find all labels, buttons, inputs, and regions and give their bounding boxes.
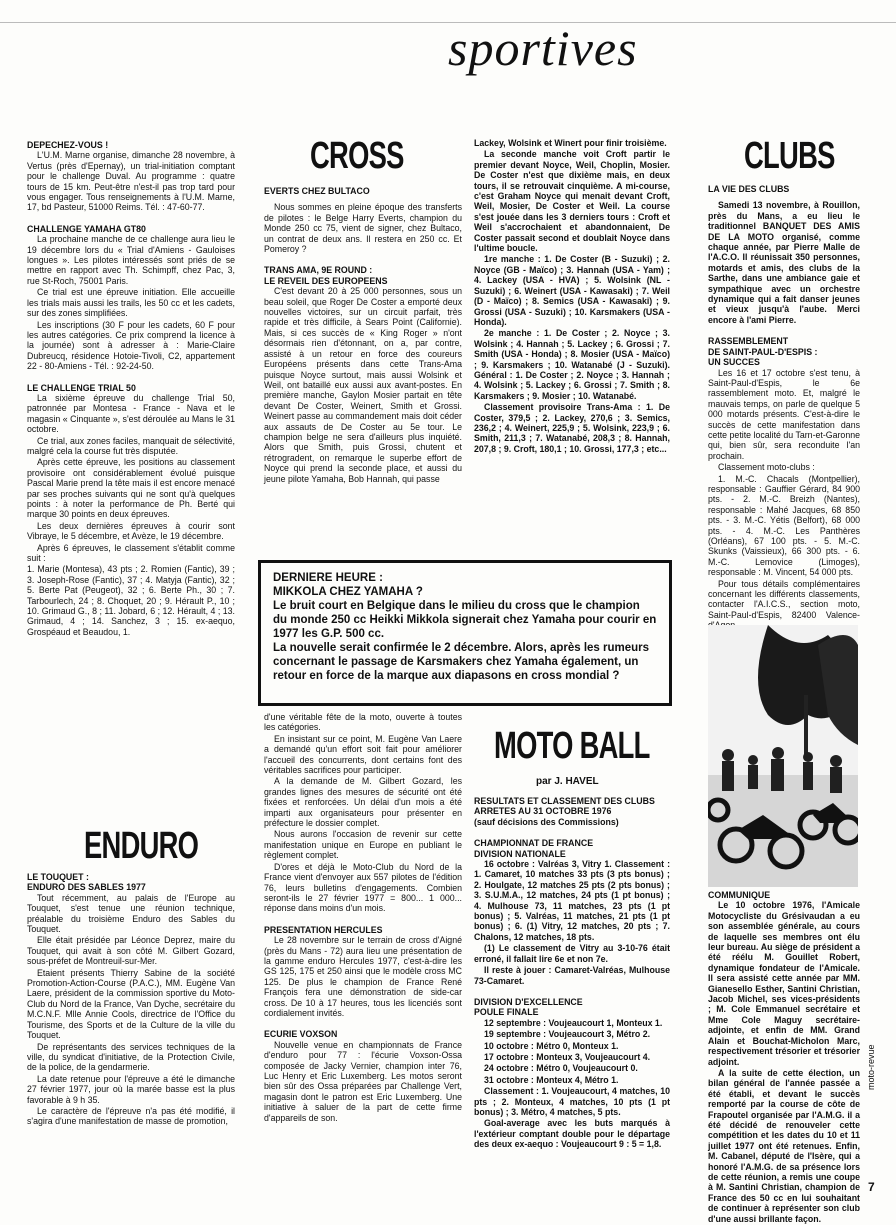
news-label: DERNIERE HEURE : bbox=[273, 572, 383, 584]
paragraph: Le 28 novembre sur le terrain de cross d'Aigné (près du Mans - 72) aura lieu une présentation de la gamme enduro Hercules 1977, c'est-à-dire les GS 125, 175 et 250 ainsi que le modèle cross MC 125. De plus le champion de France René François fera une démonstration de side-car cross. De 10 à 17 heures, tous les licenciés sont cordialement invités. bbox=[264, 935, 462, 1018]
heading-depechez: DEPECHEZ-VOUS ! bbox=[27, 140, 109, 150]
paragraph: Samedi 13 novembre, à Rouillon, près du Mans, a eu lieu le traditionnel BANQUET DES AMIS DE LA MOTO organisé, comme chaque année, par Pierre Malle de l'A.C.O. Il réunissait 350 personnes, motards et amis, des clubs de la Sarthe, dans une ambiance gaie et sympathique avec un orchestre dynamique qui a fait danser jeunes et vieux jusqu'à l'aube. Merci encore à l'ami Pierre. bbox=[708, 200, 860, 325]
heading-division-excellence: DIVISION D'EXCELLENCE bbox=[474, 996, 583, 1007]
paragraph: La date retenue pour l'épreuve a été le dimanche 27 février 1977, jour où la marée basse est la plus favorable à 9 h 35. bbox=[27, 1073, 235, 1105]
paragraph: L'U.M. Marne organise, dimanche 28 novembre, à Vertus (près d'Epernay), un trial-initiation comptant pour le challenge Duval. Au programme : quatre tours de 15 km. Peut-être n'est-il pas trop tard pour vous engager. Tous renseignements à l'U.M. Marne, 17, bd Pasteur, 51000 Reims. Tél. : 47-60-77. bbox=[27, 150, 235, 213]
heading-challenge-trial: LE CHALLENGE TRIAL 50 bbox=[27, 382, 136, 393]
paragraph: La prochaine manche de ce challenge aura lieu le 19 décembre lors du « Trial d'Amiens - Gauloises longues ». Les pilotes intéressés sont priés de se mettre en rapport avec Th. Schimpff, chez Pac, 3, rue St-Roch, 75001 Paris. bbox=[27, 234, 235, 286]
heading-resultats: RESULTATS ET CLASSEMENT DES CLUBS bbox=[474, 796, 655, 806]
heading-hercules: PRESENTATION HERCULES bbox=[264, 924, 383, 935]
paragraph: d'une véritable fête de la moto, ouverte à toutes les catégories. bbox=[264, 712, 462, 733]
heading-poule-finale: POULE FINALE bbox=[474, 1007, 539, 1018]
paragraph-ranking: 1. Marie (Montesa), 43 pts ; 2. Romien (Fantic), 39 ; 3. Joseph-Rose (Fantic), 37 ; 4. Matyja (Fantic), 32 ; 5. Berte Pat (Peugeot), 32 ; 6. Berte Ph., 30 ; 7. Tarbourlech, 24 ; 8. Choquet, 20 ; 9. Hérault P., 10 ; 10. Grimaud G., 8 ; 11. Jobard, 6 ; 12. Hérault, 4 ; 13. Grimaud, 4 ; 14. Sanchez, 3 ; 15. ex-aequo, Grospéaud et Beaudou, 1. bbox=[27, 564, 235, 637]
title-moto-ball: MOTO BALL bbox=[494, 725, 650, 767]
byline: par J. HAVEL bbox=[536, 776, 599, 787]
heading-reveil: LE REVEIL DES EUROPEENS bbox=[264, 275, 388, 286]
heading-rassemblement: RASSEMBLEMENT bbox=[708, 336, 789, 347]
news-body: Le bruit court en Belgique dans le milieu du cross que le champion du monde 250 cc Heikki Mikkola signerait chez Yamaha pour courir en 1977 les G.P. 500 cc. bbox=[273, 600, 657, 640]
paragraph: Le caractère de l'épreuve n'a pas été modifié, il s'agira d'une manifestation de masse de promotion, bbox=[27, 1105, 235, 1127]
breaking-news-box bbox=[258, 560, 672, 706]
heading-note: (sauf décisions des Commissions) bbox=[474, 816, 619, 827]
news-body: La nouvelle serait confirmée le 2 décembre. Alors, après les rumeurs concernant le passage de Karsmakers chez Yamaha également, un retour en force de la marque aux diapasons en cross mondial ? bbox=[273, 642, 650, 682]
paragraph: Classement moto-clubs : bbox=[718, 462, 815, 473]
paragraph: Il reste à jouer : Camaret-Valréas, Mulhouse 73-Camaret. bbox=[474, 965, 670, 986]
paragraph-results-2: 2e manche : 1. De Coster ; 2. Noyce ; 3. Wolsink ; 4. Hannah ; 5. Lackey ; 6. Grossi ; 7. Smith (USA - Honda) ; 8. Mosier (USA - Maïco) ; 9. Karsmakers ; 10. Watanabé (J - Suzuki). Général : 1. De Coster ; 2. Noyce ; 3. Hannah ; 4. Wolsink ; 5. Lackey ; 6. Grossi ; 7. Smith ; 8. Karsmakers ; 9. Mosier ; 10. Watanabé. bbox=[474, 328, 670, 401]
paragraph: Après 6 épreuves, le classement s'établit comme suit : bbox=[27, 542, 235, 564]
section-tag: sportives bbox=[448, 20, 638, 76]
paragraph: D'ores et déjà le Moto-Club du Nord de la France vient d'envoyer aux 557 pilotes de l'édition 76, leurs bulletins d'engagements. Combien seront-ils le 27 février 1977 = 800... 1 000... réponse dans moins d'un mois. bbox=[264, 861, 462, 914]
heading-everts: EVERTS CHEZ BULTACO bbox=[264, 186, 370, 196]
paragraph: La sixième épreuve du challenge Trial 50, patronnée par Montesa - France - Nava et le magasin « Cinquante », s'est déroulée au Mans le 31 octobre. bbox=[27, 392, 235, 435]
result-line: 19 septembre : Voujeaucourt 3, Métro 2. bbox=[484, 1029, 651, 1040]
paragraph: Goal-average avec les buts marqués à l'extérieur comptant double pour le départage des deux ex-aequo : Voujeaucourt 9 : 5 = 1,8. bbox=[474, 1118, 670, 1150]
paragraph-ranking: 1. M.-C. Chacals (Montpellier), responsable : Gauffier Gérard, 84 900 pts. - 2. M.-C. Breizh (Nantes), responsable : Mahé Jacques, 68 850 pts. - 3. M.-C. Yétis (Belfort), 68 000 pts. - 4. M.-C. Les Panthères (Orléans), 67 100 pts. - 5. M.-C. Skunks (Vaissieux), 66 300 pts. - 6. M.-C. Lemovice (Limoges), responsable : M. Vincent, 54 000 pts. bbox=[708, 473, 860, 578]
paragraph: Nous sommes en pleine époque des transferts de pilotes : le Belge Harry Everts, champion du Monde 250 cc 75, vient de signer, chez Bultaco, un contrat de deux ans. Il restera en 250 cc. Et Pomeroy ? bbox=[264, 202, 462, 255]
paragraph: Classement : 1. Voujeaucourt, 4 matches, 10 pts ; 2. Monteux, 4 matches, 10 pts (1 pt bonus) ; 3. Métro, 4 matches, 5 pts. bbox=[474, 1086, 670, 1117]
motorcycle-rally-photo bbox=[708, 625, 858, 887]
paragraph: A la demande de M. Gilbert Gozard, les grandes lignes des mesures de sécurité ont été fixées et renforcées. Un délai d'un mois a été imparti aux organisateurs pour présenter en préfecture le dossier complet. bbox=[264, 776, 462, 829]
paragraph: Nous aurons l'occasion de revenir sur cette manifestation unique en Europe en publiant le règlement complet. bbox=[264, 829, 462, 861]
paragraph: C'est devant 20 à 25 000 personnes, sous un beau soleil, que Roger De Coster a emporté deux nouvelles victoires, sur un circuit parfait, très rapide et très difficile, à Sears Point (Californie). Mais, si ces succès de « King Roger » n'ont désormais rien d'étonnant, on a, par contre, assisté à un retour en force des coureurs Européens présents dans cette Trans-Ama puisque Noyce surtout, mais aussi Wolsink et Weil, ont bataillé eux aussi aux avant-postes. En première manche, Gaylon Mosier partait en tête devant De Coster, Weinert, Smith et Grossi. Weinert passe au commandement mais doit céder aux assauts de De Coster au 5e tour. Le champion belge ne sera d'ailleurs plus inquiété. Alors que Smith, puis Grossi, chutent et rétrogradent, on remarque le superbe effort de Noyce qui prend la seconde place, et aussi du jeune pilote Yamaha, Bob Hannah, qui passe bbox=[264, 286, 462, 484]
paragraph: Après cette épreuve, les positions au classement provisoire ont considérablement évolué puisque Pascal Marie prend la tête mais il est encore menacé par ses proches suivants qui ne sont qu'à quelques points : à noter la performance de Ph. Berté qui marque 30 points en deux épreuves. bbox=[27, 457, 235, 520]
heading-le-touquet: LE TOUQUET : bbox=[27, 872, 89, 882]
result-line: 24 octobre : Métro 0, Voujeaucourt 0. bbox=[484, 1063, 638, 1074]
paragraph: La seconde manche voit Croft partir le premier devant Noyce, Weil, Choplin, Mosier. De Coster n'est que dixième mais, en deux tours, il se retrouvait cinquième. A mi-course, c'est Graham Noyce qui menait devant Croft, Weil, Mosier, De Coster et Weil. La course s'est jouée dans les 3 derniers tours : Croft et Weil s'accrochaient et abandonnaient, De Coster passait second et doublait Noyce dans l'ultime boucle. bbox=[474, 149, 670, 254]
paragraph-results-1: 1re manche : 1. De Coster (B - Suzuki) ; 2. Noyce (GB - Maïco) ; 3. Hannah (USA - Yam) ; 4. Lackey (USA - HVA) ; 5. Wolsink (NL - Suzuki) ; 6. Weinert (USA - Kawasaki) ; 7. Weil (D - Maïco) ; 8. Semics (USA - Kawasaki) ; 9. Grossi (USA - Suzuki) ; 10. Karsmakers (USA - Honda). bbox=[474, 254, 670, 327]
heading-succes: UN SUCCES bbox=[708, 357, 760, 368]
column-3 bbox=[474, 138, 670, 455]
heading-challenge-yamaha: CHALLENGE YAMAHA GT80 bbox=[27, 223, 146, 234]
column-4 bbox=[708, 184, 860, 632]
paragraph: A la suite de cette élection, un bilan général de l'année passée a été établi, et devant le succès remporté par la course de côte de Frapoutel organisée par l'A.M.G. il a été décidé de renouveler cette compétition et les dates du 10 et 11 juillet 1977 ont été retenues. Enfin, M. Cabanel, député de l'Isère, qui a honoré l'A.M.G. de sa présence lors de cette réunion, a remis une coupe à M. Santini Christian, champion de France des 50 cc en lui souhaitant de continuer à représenter son club d'une aussi brillante façon. bbox=[708, 1067, 860, 1224]
paragraph: (1) Le classement de Vitry au 3-10-76 était erroné, il fallait lire 6e et non 7e. bbox=[474, 943, 670, 964]
paragraph: Les 16 et 17 octobre s'est tenu, à Saint-Paul-d'Espis, le 6e rassemblement moto. Et, malgré le mauvais temps, on parle de quelque 5 000 motards présents. C'est-à-dire le succès de cette manifestation dans cette petite localité du Tarn-et-Garonne qui, bien sûr, sera reconduite l'an prochain. bbox=[708, 367, 860, 461]
column-1-enduro bbox=[27, 872, 235, 1128]
paragraph: Lackey, Wolsink et Winert pour finir troisième. bbox=[474, 138, 667, 148]
heading-vie-des-clubs: LA VIE DES CLUBS bbox=[708, 184, 790, 194]
column-2 bbox=[264, 186, 462, 485]
paragraph: Pour tous détails complémentaires concernant les différents classements, contacter l'A.I.C.S., section moto, Saint-Paul-d'Espis, 82400 Valence- bbox=[708, 578, 860, 620]
paragraph: Les deux dernières épreuves à courir sont Vibraye, le 5 décembre, et Avèze, le 19 décembre. bbox=[27, 520, 235, 542]
page-number: 7 bbox=[868, 1180, 875, 1194]
result-line: 17 octobre : Monteux 3, Voujeaucourt 4. bbox=[484, 1051, 651, 1062]
paragraph: Tout récemment, au palais de l'Europe au Touquet, s'est tenue une réunion technique, préalable du troisième Enduro des Sables du Touquet. bbox=[27, 892, 235, 935]
heading-saint-paul: DE SAINT-PAUL-D'ESPIS : bbox=[708, 346, 818, 357]
title-enduro: ENDURO bbox=[84, 825, 199, 867]
heading-trans-ama: TRANS AMA, 9E ROUND : bbox=[264, 265, 373, 276]
paragraph: Le 10 octobre 1976, l'Amicale Motocycliste du Grésivaudan a eu son assemblée générale, au cours de laquelle ses membres ont élu leur bureau. Au siège de président a été réélu M. Gouillet Robert, dynamique fondateur de l'Amicale. Il sera assisté cette année par MM. Gianesello Esther, Santini Christian, Jacob Michel, ses vices-présidents ; M. Cole Emmanuel secrétaire et Mme Cole Maguy secrétaire-adjointe, et enfin de MM. Grand Alain et Bouchat-Micholon Marc, respectivement trésorier et trésorier adjoint. bbox=[708, 900, 860, 1067]
paragraph: Ce trial est une épreuve initiation. Elle accueille les trials mais aussi les trails, les 50 cc et les cadets, sur des zones simplifiées. bbox=[27, 287, 235, 319]
news-headline: MIKKOLA CHEZ YAMAHA ? bbox=[273, 586, 423, 598]
paragraph: Nouvelle venue en championnats de France d'enduro pour 77 : l'écurie Voxson-Ossa composée de Jacky Vernier, champion inter 76, Luc Henry et Eric Luxemberg. Les motos seront bien sûr des Ossa préparées par Challenge Vert, magasin dont le patron est Eric Luxemberg. Une initiative à saluer de la part de cette firme d'appareils de son. bbox=[264, 1039, 462, 1123]
heading-communique: COMMUNIQUE bbox=[708, 890, 771, 900]
heading-voxson: ECURIE VOXSON bbox=[264, 1029, 338, 1040]
paragraph: En insistant sur ce point, M. Eugène Van Laere a demandé qu'un effort soit fait pour améliorer l'accueil des concurrents, dont certains font des véritables sacrifices pour participer. bbox=[264, 733, 462, 776]
paragraph-classement: Classement provisoire Trans-Ama : 1. De Coster, 379,5 ; 2. Lackey, 270,6 ; 3. Semics, 236,2 ; 4. Weinert, 225,9 ; 5. Wolsink, 223,9 ; 6. Smith, 211,3 ; 7. Watanabé, 208,3 ; 8. Hannah, 207,8 ; 9. Croft, 180,1 ; 10. Grossi, 177,3 ; etc... bbox=[474, 402, 670, 454]
photo-illustration bbox=[708, 625, 858, 887]
heading-enduro-sables: ENDURO DES SABLES 1977 bbox=[27, 882, 146, 893]
column-4-lower bbox=[708, 890, 860, 1225]
heading-arretes: ARRETES AU 31 OCTOBRE 1976 bbox=[474, 806, 612, 817]
heading-division-nationale: DIVISION NATIONALE bbox=[474, 848, 566, 859]
result-line: 12 septembre : Voujeaucourt 1, Monteux 1. bbox=[484, 1017, 663, 1028]
column-1 bbox=[27, 140, 235, 638]
paragraph: Elle était présidée par Léonce Deprez, maire du Touquet, qui avait à son côté M. Gilbert Gozard, sous-préfet de Montreuil-sur-Mer. bbox=[27, 935, 235, 967]
paragraph: Les inscriptions (30 F pour les cadets, 60 F pour les autres catégories. Ce prix comprend la licence à la journée) sont à adresser à : Marie-Claire Dubreucq, résidence Hotoie-Tivoli, C2, appartement 22 - 80-Amiens - Tél. : 92-24-50. bbox=[27, 319, 235, 372]
column-3-lower bbox=[474, 796, 670, 1151]
title-cross: CROSS bbox=[310, 135, 404, 177]
paragraph: Etaient présents Thierry Sabine de la société Promotion-Action-Course (P.A.C.), MM. Eugène Van Laere, président de la commission sportive du Moto-Club du Nord de la France, Van Dyche, secrétaire du M.C.N.F. Mlle Annie Cools, directrice de l'Office du Tourisme, des Sports et de la Culture de la ville du Touquet. bbox=[27, 967, 235, 1041]
result-line: 10 octobre : Métro 0, Monteux 1. bbox=[484, 1040, 619, 1051]
heading-championnat: CHAMPIONNAT DE FRANCE bbox=[474, 838, 594, 849]
paragraph: 16 octobre : Valréas 3, Vitry 1. Classement : 1. Camaret, 10 matches 33 pts (3 pts bonus) ; 2. Houlgate, 12 matches 25 pts (2 pts bonus) ; 3. S.U.M.A., 12 matches, 24 pts (1 pt bonus) ; 4. Mulhouse 73, 11 matches, 23 pts (1 pt bonus) ; 5. Valréas, 11 matches, 21 pts (1 pt bonus) ; 6. (1) Vitry, 12 matches, 20 pts ; 7. Chalons, 12 matches, 18 pts. bbox=[474, 859, 670, 942]
column-2-lower bbox=[264, 712, 462, 1124]
result-line: 31 octobre : Monteux 4, Métro 1. bbox=[484, 1074, 619, 1085]
paragraph: De représentants des services techniques de la ville, du syndicat d'initiative, de la Protection Civile, de la police, de la gendarmerie. bbox=[27, 1041, 235, 1073]
paragraph: Ce trial, aux zones faciles, manquait de sélectivité, malgré cela la course fut très disputée. bbox=[27, 435, 235, 456]
title-clubs: CLUBS bbox=[744, 135, 835, 177]
magazine-side-label: moto-revue bbox=[866, 1044, 876, 1090]
